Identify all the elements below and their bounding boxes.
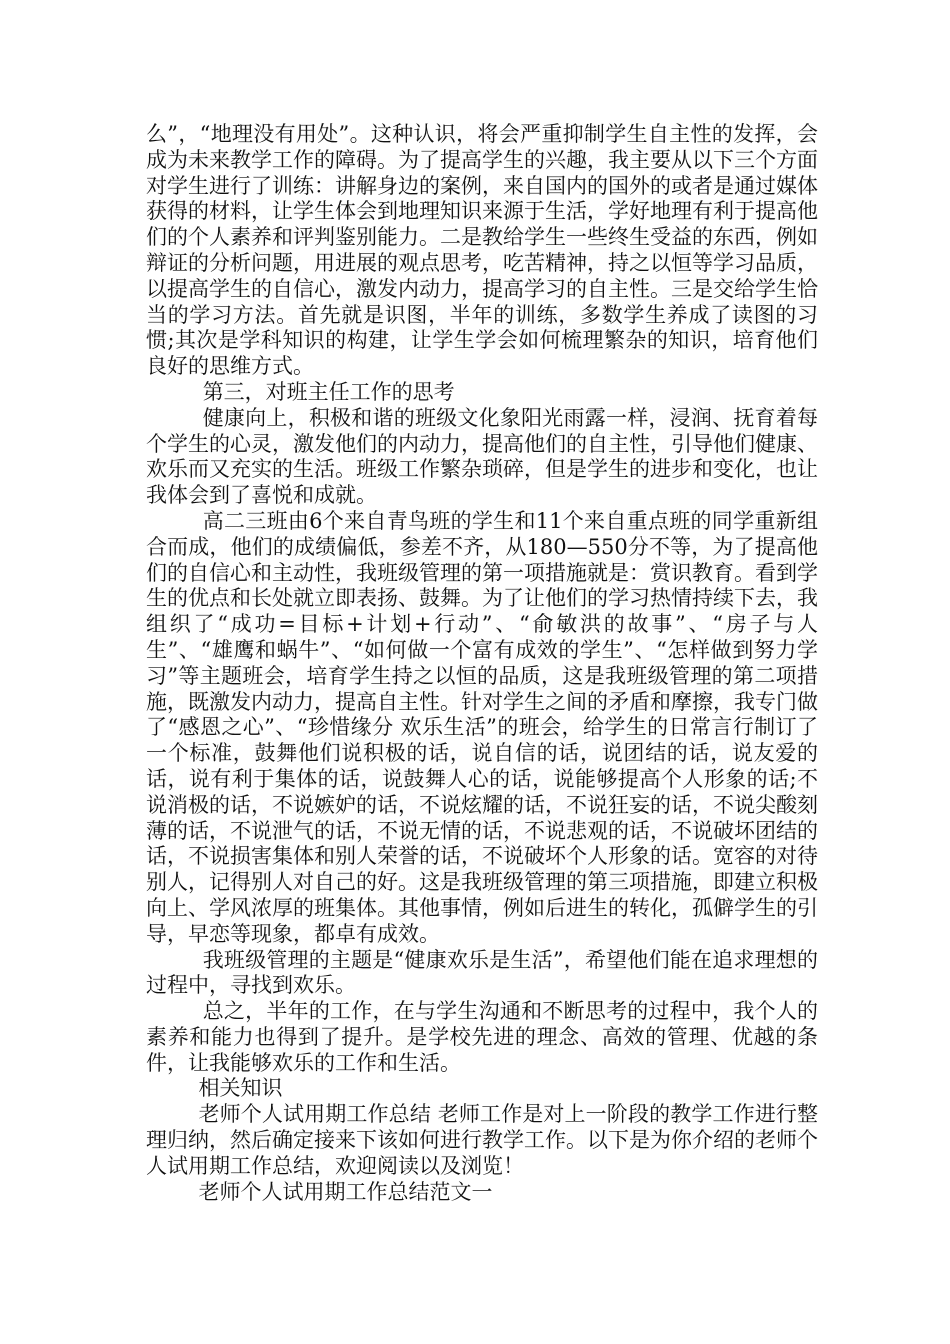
paragraph-class-culture: 健康向上，积极和谐的班级文化象阳光雨露一样，浸润、抚育着每个学生的心灵，激发他们的内动力，提高他们的自主性，引导他们健康、欢乐而又充实的生活。班级工作繁杂琐碎，但是学生的进步和变化，也让我体会到了喜悦和成就。	[146, 405, 818, 508]
paragraph-summary: 总之，半年的工作，在与学生沟通和不断思考的过程中，我个人的素养和能力也得到了提升。是学校先进的理念、高效的管理、优越的条件，让我能够欢乐的工作和生活。	[146, 999, 818, 1075]
paragraph-geography-training: 么”，“地理没有用处”。这种认识，将会严重抑制学生自主性的发挥，会成为未来教学工作的障碍。为了提高学生的兴趣，我主要从以下三个方面对学生进行了训练：讲解身边的案例，来自国内的国外的或者是通过媒体获得的材料，让学生体会到地理知识来源于生活，学好地理有利于提高他们的个人素养和评判鉴别能力。二是教给学生一些终生受益的东西，例如辩证的分析问题，用进展的观点思考，吃苦精神，持之以恒等学习品质，以提高学生的自信心，激发内动力，提高学习的自主性。三是交给学生恰当的学习方法。首先就是识图，半年的训练，多数学生养成了读图的习惯;其次是学科知识的构建，让学生学会如何梳理繁杂的知识，培育他们良好的思维方式。	[146, 122, 818, 379]
paragraph-management-theme: 我班级管理的主题是“健康欢乐是生活”，希望他们能在追求理想的过程中，寻找到欢乐。	[146, 947, 818, 998]
paragraph-related-intro: 老师个人试用期工作总结 老师工作是对上一阶段的教学工作进行整理归纳，然后确定接来下该如何进行教学工作。以下是为你介绍的老师个人试用期工作总结，欢迎阅读以及浏览！	[146, 1102, 818, 1178]
related-knowledge-heading: 相关知识	[198, 1076, 283, 1101]
sample-title: 老师个人试用期工作总结范文一	[198, 1179, 493, 1204]
document-body	[146, 122, 818, 1205]
paragraph-class-management: 高二三班由6个来自青鸟班的学生和11个来自重点班的同学重新组合而成，他们的成绩偏低，参差不齐，从180—550分不等，为了提高他们的自信心和主动性，我班级管理的第一项措施就是：赏识教育。看到学生的优点和长处就立即表扬、鼓舞。为了让他们的学习热情持续下去，我组织了“成功=目标+计划+行动”、“俞敏洪的故事”、“房子与人生”、“雄鹰和蜗牛”、“如何做一个富有成效的学生”、“怎样做到努力学习”等主题班会，培育学生持之以恒的品质，这是我班级管理的第二项措施，既激发内动力，提高自主性。针对学生之间的矛盾和摩擦，我专门做了“感恩之心”、“珍惜缘分 欢乐生活”的班会，给学生的日常言行制订了一个标准，鼓舞他们说积极的话，说自信的话，说团结的话，说友爱的话，说有利于集体的话，说鼓舞人心的话，说能够提高个人形象的话;不说消极的话，不说嫉妒的话，不说炫耀的话，不说狂妄的话，不说尖酸刻薄的话，不说泄气的话，不说无情的话，不说悲观的话，不说破坏团结的话，不说损害集体和别人荣誉的话，不说破坏个人形象的话。宽容的对待别人，记得别人对自己的好。这是我班级管理的第三项措施，即建立积极向上、学风浓厚的班集体。其他事情，例如后进生的转化，孤僻学生的引导，早恋等现象，都卓有成效。	[146, 508, 818, 946]
section-heading-class-teacher: 第三，对班主任工作的思考	[202, 379, 455, 404]
